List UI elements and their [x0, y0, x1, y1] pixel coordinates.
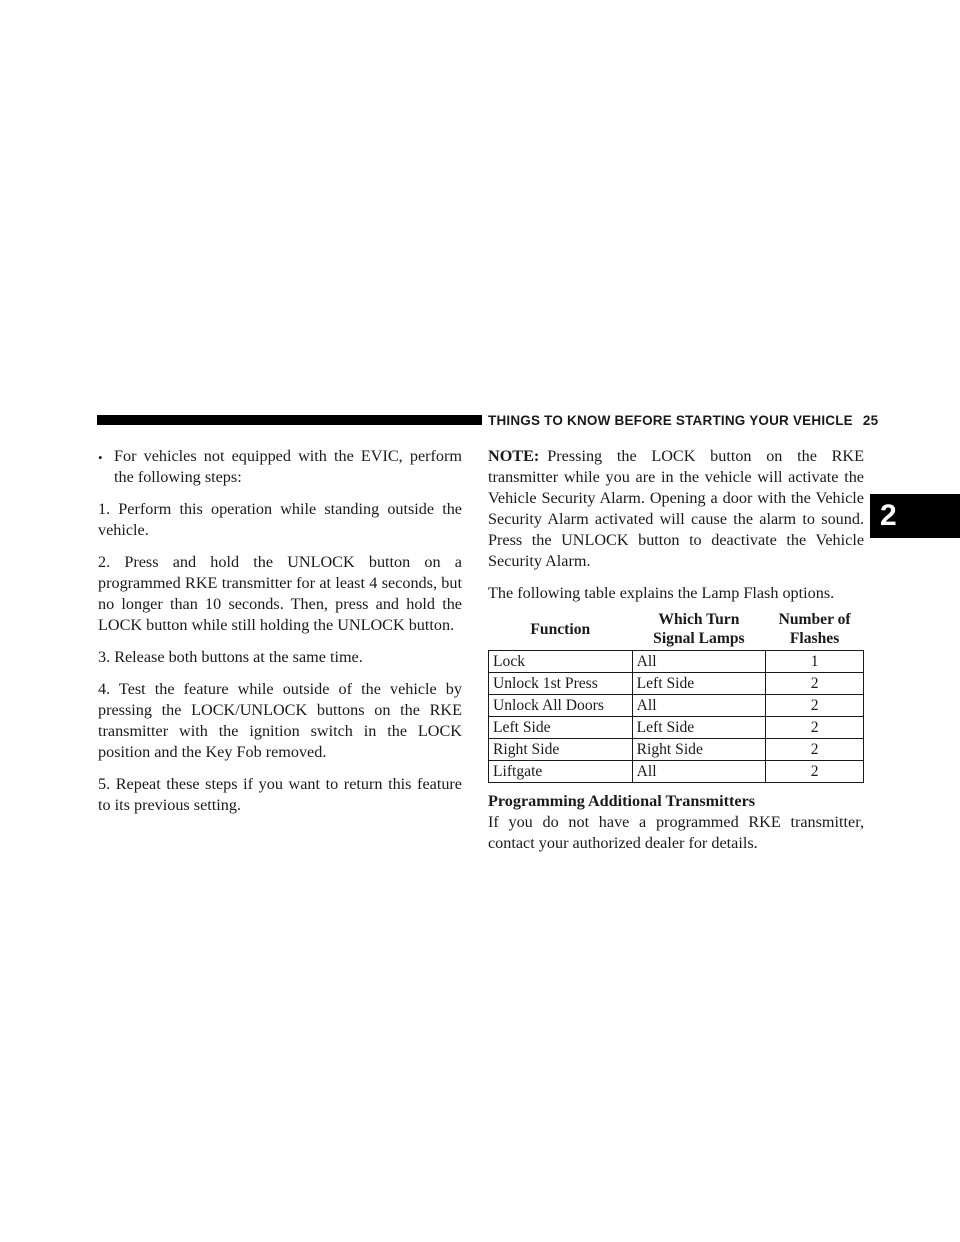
note-paragraph: [488, 446, 864, 572]
cell-lamps: All: [632, 761, 766, 783]
cell-function: Left Side: [489, 717, 633, 739]
header-rule-bar: [97, 415, 482, 425]
table-row: [489, 695, 864, 717]
cell-lamps: Left Side: [632, 717, 766, 739]
step-2: 2. Press and hold the UNLOCK button on a programmed RKE transmitter for at least 4 seconds, but no longer than 10 seconds. Then, press and hold the LOCK button while still holding the UNLOCK button.: [98, 553, 462, 634]
step-3: 3. Release both buttons at the same time.: [98, 648, 363, 666]
table-row: [489, 717, 864, 739]
section-tab-number: 2: [880, 499, 897, 532]
cell-flashes: 1: [766, 651, 864, 673]
bullet-text: For vehicles not equipped with the EVIC, perform the following steps:: [114, 447, 462, 486]
cell-lamps: Right Side: [632, 739, 766, 761]
section-tab: [870, 494, 960, 538]
step-5: 5. Repeat these steps if you want to return this feature to its previous setting.: [98, 775, 462, 814]
cell-flashes: 2: [766, 717, 864, 739]
header-lamps: Which Turn Signal Lamps: [632, 608, 766, 651]
cell-function: Unlock 1st Press: [489, 673, 633, 695]
cell-function: Liftgate: [489, 761, 633, 783]
cell-lamps: Left Side: [632, 673, 766, 695]
cell-flashes: 2: [766, 695, 864, 717]
step-1: 1. Perform this operation while standing outside the vehicle.: [98, 500, 462, 539]
header-function: Function: [489, 608, 633, 651]
closing-paragraph: If you do not have a programmed RKE transmitter, contact your authorized dealer for details.: [488, 813, 864, 852]
cell-function: Unlock All Doors: [489, 695, 633, 717]
page-number: 25: [862, 412, 879, 428]
cell-flashes: 2: [766, 673, 864, 695]
note-text: Pressing the LOCK button on the RKE transmitter while you are in the vehicle will activate the Vehicle Security Alarm. Opening a door with the Vehicle Security Alarm activated will cause the alarm to sound. Press the UNLOCK button to deactivate the Vehicle Security Alarm.: [488, 447, 864, 570]
table-row: [489, 673, 864, 695]
running-title: THINGS TO KNOW BEFORE STARTING YOUR VEHICLE: [488, 412, 853, 428]
bullet-item: [98, 446, 462, 488]
table-row: [489, 651, 864, 673]
table-header-row: [489, 608, 864, 651]
cell-function: Right Side: [489, 739, 633, 761]
note-label: NOTE:: [488, 447, 540, 465]
subheading-programming: Programming Additional Transmitters: [488, 792, 756, 810]
table-row: [489, 739, 864, 761]
header-flashes: Number of Flashes: [766, 608, 864, 651]
table-row: [489, 761, 864, 783]
running-header: [488, 410, 879, 430]
table-intro: The following table explains the Lamp Flash options.: [488, 584, 835, 602]
cell-flashes: 2: [766, 739, 864, 761]
cell-lamps: All: [632, 695, 766, 717]
cell-lamps: All: [632, 651, 766, 673]
lamp-flash-table: [488, 608, 864, 783]
bullet-dot-icon: •: [98, 450, 103, 465]
cell-flashes: 2: [766, 761, 864, 783]
left-column: [98, 446, 462, 827]
right-column: [488, 446, 864, 865]
cell-function: Lock: [489, 651, 633, 673]
step-4: 4. Test the feature while outside of the vehicle by pressing the LOCK/UNLOCK buttons on the RKE transmitter with the ignition switch in the LOCK position and the Key Fob removed.: [98, 680, 462, 761]
